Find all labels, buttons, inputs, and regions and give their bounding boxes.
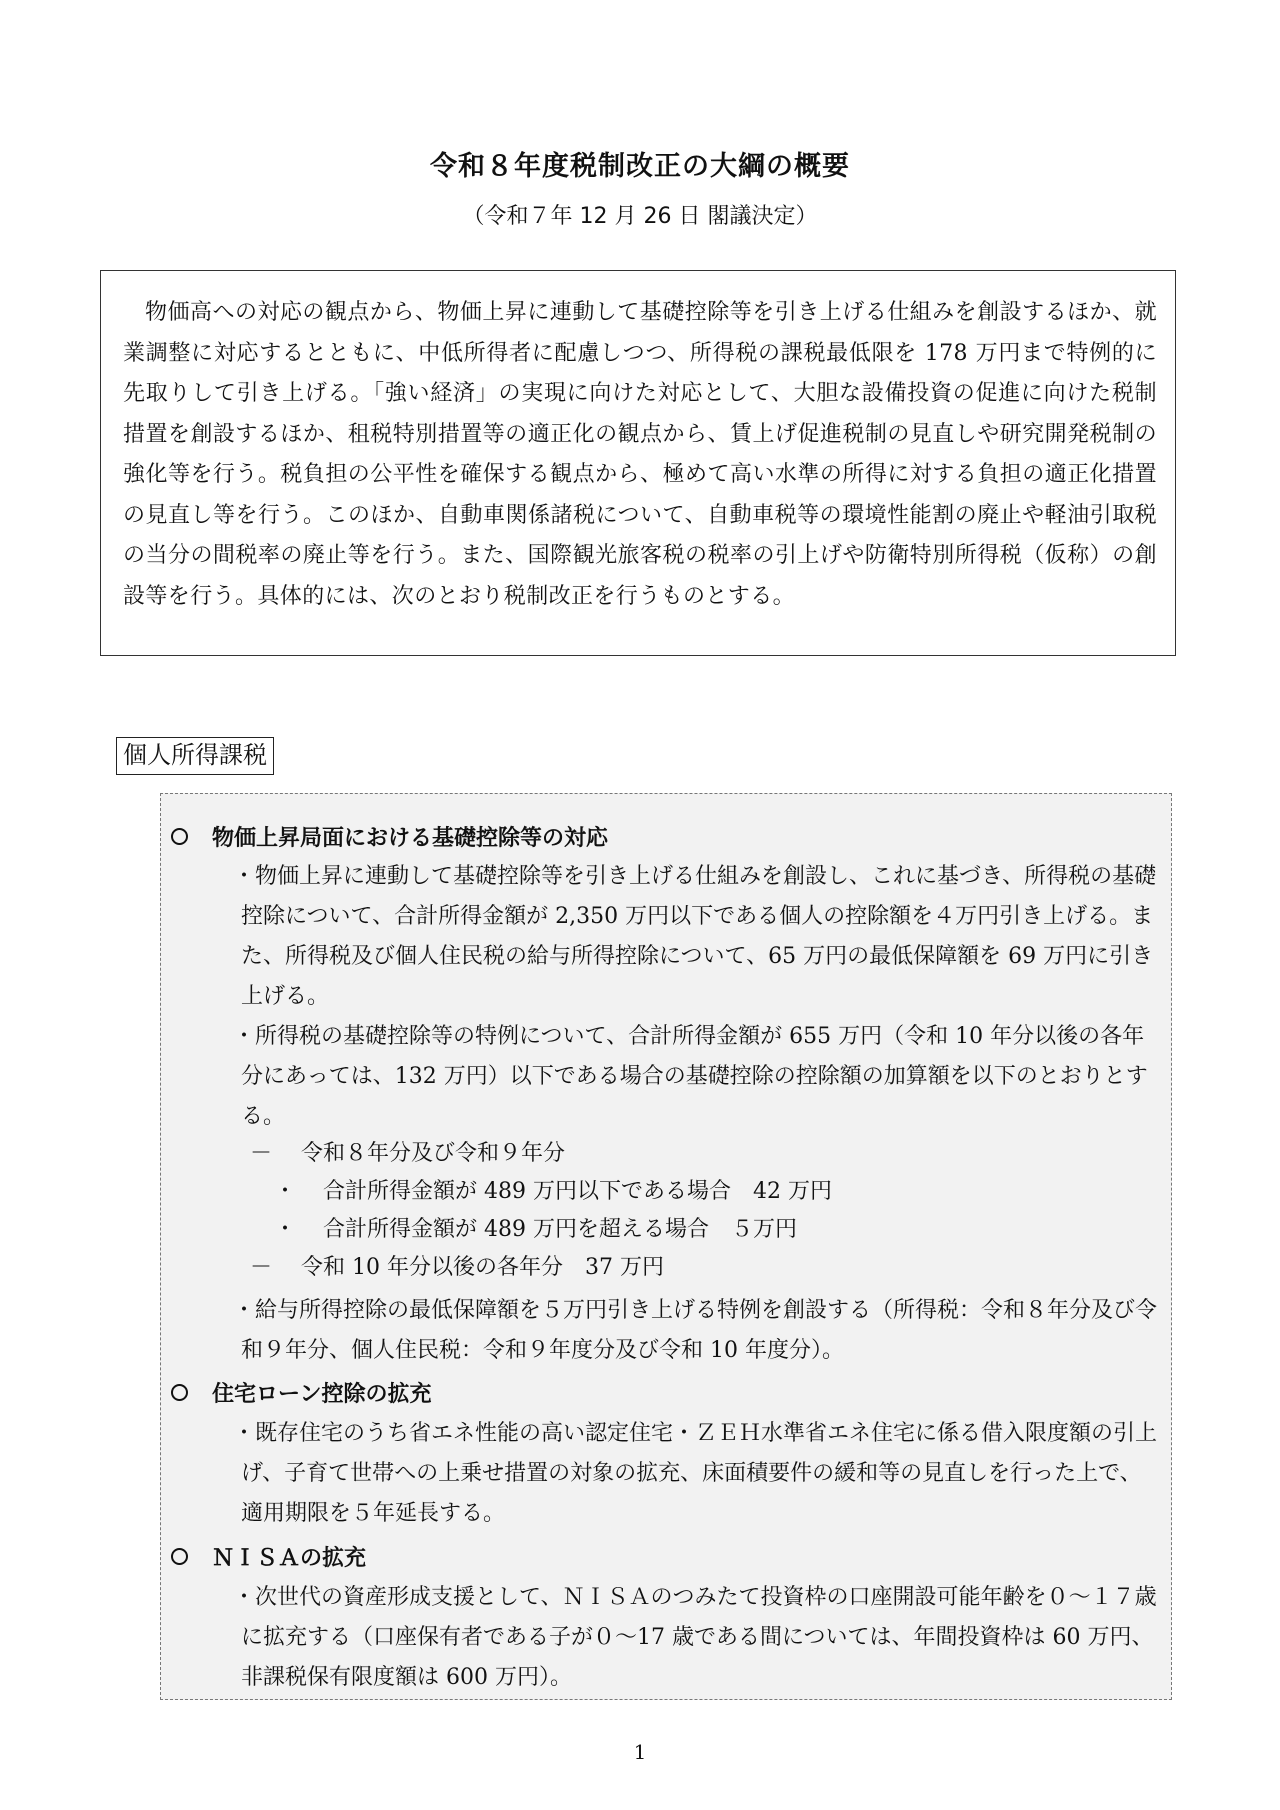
bullet-mark: ・ xyxy=(233,1298,256,1323)
item-heading-text: 物価上昇局面における基礎控除等の対応 xyxy=(212,825,609,851)
dot-mark: ・ xyxy=(274,1179,297,1204)
intro-text: 物価高への対応の観点から、物価上昇に連動して基礎控除等を引き上げる仕組みを創設するほか、就業調整に対応するとともに、中低所得者に配慮しつつ、所得税の課税最低限を 178 万円まで特例的に先取りして引き上げる。「強い経済」の実現に向けた対応として、大胆な設備投資の促進に向けた税制措置を創設するほか、租税特別措置等の適正化の観点から、賃上げ促進税制の見直しや研究開発税制の強化等を行う。税負担の公平性を確保する観点から、極めて高い水準の所得に対する負担の適正化措置の見直し等を行う。このほか、自動車関係諸税について、自動車税等の環境性能割の廃止や軽油引取税の当分の間税率の廃止等を行う。また、国際観光旅客税の税率の引上げや防衛特別所得税（仮称）の創設等を行う。具体的には、次のとおり税制改正を行うものとする。 xyxy=(123,300,1157,609)
bullet-text: 所得税の基礎控除等の特例について、合計所得金額が 655 万円（令和 10 年分以後の各年分にあっては、132 万円）以下である場合の基礎控除の控除額の加算額を以下のとおりとする。 xyxy=(241,1024,1148,1129)
dot-mark: ・ xyxy=(274,1217,297,1242)
bullet-paragraph xyxy=(233,1017,1158,1137)
document-title: 令和８年度税制改正の大綱の概要 xyxy=(430,151,850,182)
bullet-mark: ・ xyxy=(233,1024,256,1049)
sub-item-dot xyxy=(274,1211,797,1249)
item-heading-text: 住宅ローン控除の拡充 xyxy=(212,1381,432,1407)
bullet-text: 次世代の資産形成支援として、ＮＩＳＡのつみたて投資枠の口座開設可能年齢を０～１７歳に拡充する（口座保有者である子が０～17 歳である間については、年間投資枠は 60 万円、非課税保有限度額は 600 万円）。 xyxy=(241,1585,1157,1690)
sub-item-text: 令和８年分及び令和９年分 xyxy=(301,1141,566,1166)
bullet-paragraph xyxy=(233,1578,1158,1698)
intro-box xyxy=(100,270,1176,656)
bullet-mark: ・ xyxy=(233,864,256,889)
document-subtitle: （令和７年 12 月 26 日 閣議決定） xyxy=(462,204,818,229)
dash-mark: － xyxy=(250,1141,273,1166)
bullet-text: 給与所得控除の最低保障額を５万円引き上げる特例を創設する（所得税：令和８年分及び令和９年分、個人住民税：令和９年度分及び令和 10 年度分）。 xyxy=(241,1298,1158,1363)
bullet-mark: ・ xyxy=(233,1585,256,1610)
dash-mark: － xyxy=(250,1255,273,1280)
sub-item-text: 令和 10 年分以後の各年分 37 万円 xyxy=(301,1255,664,1280)
item-heading-housing-loan xyxy=(171,1374,432,1410)
sub-item-dot xyxy=(274,1173,832,1211)
circle-icon xyxy=(171,1384,188,1401)
sub-item-text: 合計所得金額が 489 万円以下である場合 42 万円 xyxy=(323,1179,832,1204)
item-heading-text: ＮＩＳＡの拡充 xyxy=(212,1545,367,1571)
item-heading-price-rise xyxy=(171,818,608,854)
page-number: 1 xyxy=(633,1740,647,1764)
bullet-text: 物価上昇に連動して基礎控除等を引き上げる仕組みを創設し、これに基づき、所得税の基礎控除について、合計所得金額が 2,350 万円以下である個人の控除額を４万円引き上げる。また、所得税及び個人住民税の給与所得控除について、65 万円の最低保障額を 69 万円に引き上げる。 xyxy=(241,864,1157,1009)
bullet-paragraph xyxy=(233,857,1158,1017)
bullet-mark: ・ xyxy=(233,1421,256,1446)
sub-item-dash xyxy=(250,1135,565,1173)
sub-item-dash xyxy=(250,1249,664,1287)
section-label: 個人所得課税 xyxy=(116,737,274,775)
bullet-paragraph xyxy=(233,1291,1158,1371)
sub-item-text: 合計所得金額が 489 万円を超える場合 ５万円 xyxy=(323,1217,797,1242)
bullet-text: 既存住宅のうち省エネ性能の高い認定住宅・ＺＥＨ水準省エネ住宅に係る借入限度額の引上げ、子育て世帯への上乗せ措置の対象の拡充、床面積要件の緩和等の見直しを行った上で、適用期限を５年延長する。 xyxy=(241,1421,1158,1526)
bullet-paragraph xyxy=(233,1414,1158,1534)
item-heading-nisa xyxy=(171,1538,366,1574)
circle-icon xyxy=(171,828,188,845)
circle-icon xyxy=(171,1548,188,1565)
